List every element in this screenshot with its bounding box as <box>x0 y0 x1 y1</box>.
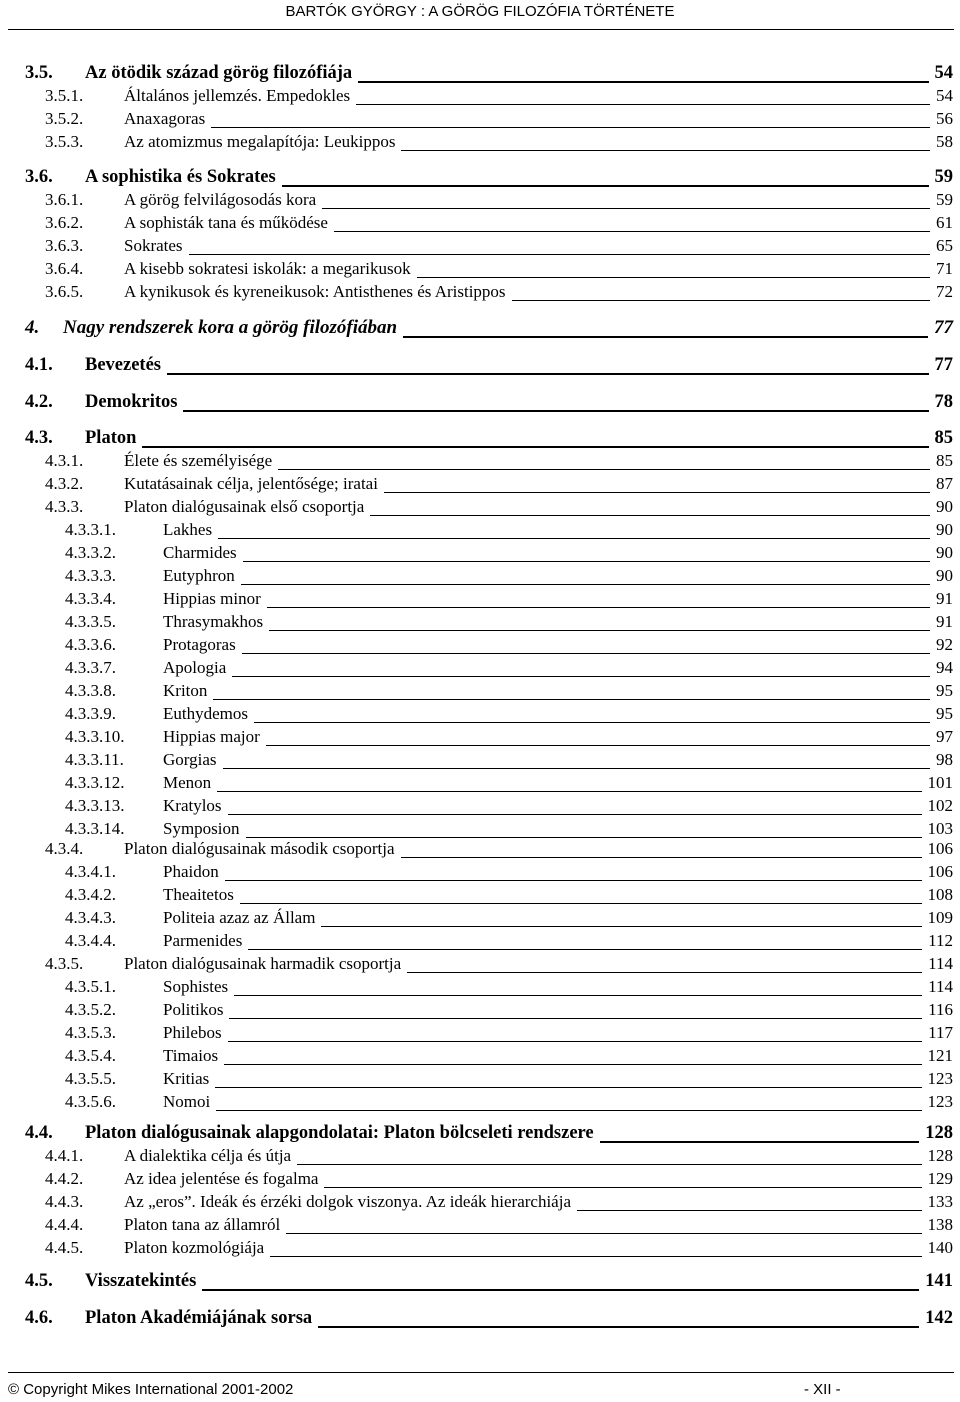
toc-entry[interactable] <box>0 427 960 449</box>
toc-entry-title: Sokrates <box>124 236 183 255</box>
toc-entry-title: Politikos <box>163 1000 224 1019</box>
toc-entry-leader <box>216 1110 922 1111</box>
toc-entry[interactable] <box>0 1068 960 1090</box>
toc-entry[interactable] <box>0 166 960 188</box>
toc-entry-number: 4.3.3.2. <box>65 543 116 562</box>
running-header <box>0 0 960 30</box>
toc-entry-number: 3.6. <box>25 167 53 187</box>
toc-entry-page: 98 <box>936 750 953 769</box>
toc-entry-leader <box>297 1164 922 1165</box>
toc-entry[interactable] <box>0 772 960 794</box>
toc-entry[interactable] <box>0 85 960 107</box>
toc-entry-leader <box>183 410 929 412</box>
toc-entry-page: 95 <box>936 704 953 723</box>
toc-entry-title: Timaios <box>163 1046 219 1065</box>
toc-entry-page: 78 <box>934 392 953 412</box>
toc-entry-page: 95 <box>936 681 953 700</box>
toc-entry-leader <box>189 254 930 255</box>
toc-entry-number: 4.3.5.5. <box>65 1069 116 1088</box>
toc-entry-number: 4.3.3.5. <box>65 612 116 631</box>
toc-entry-page: 123 <box>927 1092 953 1111</box>
toc-entry[interactable] <box>0 930 960 952</box>
toc-entry-page: 112 <box>928 931 953 950</box>
toc-entry-leader <box>215 1087 922 1088</box>
toc-entry-page: 102 <box>927 796 953 815</box>
toc-entry-page: 128 <box>927 1146 953 1165</box>
toc-entry-title: A sophistika és Sokrates <box>85 167 276 187</box>
toc-entry-number: 4.3.3.4. <box>65 589 116 608</box>
toc-entry-page: 90 <box>936 497 953 516</box>
toc-entry-page: 114 <box>928 954 953 973</box>
toc-entry[interactable] <box>0 726 960 748</box>
toc-entry-leader <box>512 300 930 301</box>
toc-entry[interactable] <box>0 657 960 679</box>
toc-entry-leader <box>417 277 930 278</box>
toc-entry-title: Menon <box>163 773 212 792</box>
toc-entry-leader <box>401 857 922 858</box>
toc-entry-title: Apologia <box>163 658 227 677</box>
toc-entry-number: 4.4.5. <box>45 1238 84 1257</box>
toc-entry-number: 3.6.4. <box>45 259 84 278</box>
toc-entry-leader <box>240 903 922 904</box>
toc-entry-leader <box>577 1210 922 1211</box>
toc-entry[interactable] <box>0 611 960 633</box>
toc-entry-title: Politeia azaz az Állam <box>163 908 316 927</box>
toc-entry-title: Kriton <box>163 681 208 700</box>
toc-entry-page: 129 <box>927 1169 953 1188</box>
toc-entry-leader <box>358 81 929 83</box>
toc-entry[interactable] <box>0 884 960 906</box>
toc-entry-title: Bevezetés <box>85 355 162 375</box>
toc-entry-leader <box>269 630 930 631</box>
toc-entry[interactable] <box>0 1091 960 1113</box>
toc-entry-title: Theaitetos <box>163 885 234 904</box>
toc-entry[interactable] <box>0 565 960 587</box>
toc-entry-leader <box>243 561 930 562</box>
toc-entry[interactable] <box>0 212 960 234</box>
toc-entry-title: Protagoras <box>163 635 236 654</box>
toc-entry-title: Az „eros”. Ideák és érzéki dolgok viszonya. Az ideák hierarchiája <box>124 1192 571 1211</box>
toc-entry-number: 4.3.3.14. <box>65 819 125 838</box>
toc-entry-leader <box>401 150 930 151</box>
toc-entry-title: Élete és személyisége <box>124 451 273 470</box>
toc-entry-title: Charmides <box>163 543 237 562</box>
toc-entry-page: 90 <box>936 520 953 539</box>
toc-entry-leader <box>322 208 930 209</box>
toc-entry[interactable] <box>0 838 960 860</box>
toc-entry-number: 4.3.3.7. <box>65 658 116 677</box>
toc-entry-number: 4.3.5. <box>45 954 84 973</box>
toc-entry-page: 56 <box>936 109 953 128</box>
toc-entry-title: Platon dialógusainak alapgondolatai: Platon bölcseleti rendszere <box>85 1123 594 1143</box>
toc-entry[interactable] <box>0 391 960 413</box>
toc-entry[interactable] <box>0 1022 960 1044</box>
toc-entry-number: 4.3.3.8. <box>65 681 116 700</box>
toc-entry-number: 4.3.5.4. <box>65 1046 116 1065</box>
toc-entry[interactable] <box>0 703 960 725</box>
toc-entry-number: 4.3.5.6. <box>65 1092 116 1111</box>
toc-entry-number: 4.3.3.10. <box>65 727 125 746</box>
toc-entry-number: 3.6.2. <box>45 213 84 232</box>
toc-entry-page: 71 <box>936 259 953 278</box>
toc-entry[interactable] <box>0 496 960 518</box>
toc-entry-leader <box>232 676 930 677</box>
header-divider <box>8 29 954 30</box>
toc-entry-page: 133 <box>927 1192 953 1211</box>
toc-entry-title: Gorgias <box>163 750 217 769</box>
toc-entry-title: Symposion <box>163 819 240 838</box>
toc-entry-leader <box>321 926 922 927</box>
toc-entry-number: 4.3.3. <box>45 497 84 516</box>
toc-entry[interactable] <box>0 108 960 130</box>
toc-entry-page: 106 <box>927 839 953 858</box>
toc-entry[interactable] <box>0 1237 960 1259</box>
toc-entry-title: Platon Akadémiájának sorsa <box>85 1308 313 1328</box>
toc-entry-page: 90 <box>936 543 953 562</box>
toc-entry[interactable] <box>0 680 960 702</box>
toc-entry-number: 4.3.4.2. <box>65 885 116 904</box>
toc-entry-page: 77 <box>934 355 953 375</box>
toc-entry-title: Visszatekintés <box>85 1271 197 1291</box>
toc-entry-title: Lakhes <box>163 520 213 539</box>
toc-entry-leader <box>242 653 930 654</box>
toc-entry[interactable] <box>0 818 960 840</box>
toc-entry-leader <box>270 1256 922 1257</box>
toc-entry-page: 116 <box>928 1000 953 1019</box>
toc-entry-page: 121 <box>927 1046 953 1065</box>
toc-entry[interactable] <box>0 450 960 472</box>
toc-entry-number: 4.3.1. <box>45 451 84 470</box>
toc-entry-leader <box>225 880 922 881</box>
toc-entry-leader <box>223 768 930 769</box>
toc-entry-page: 141 <box>925 1271 953 1291</box>
toc-entry-leader <box>254 722 930 723</box>
toc-entry-leader <box>202 1289 919 1291</box>
toc-entry-page: 91 <box>936 612 953 631</box>
toc-entry-title: A görög felvilágosodás kora <box>124 190 317 209</box>
toc-entry-title: Parmenides <box>163 931 243 950</box>
toc-entry-number: 4. <box>25 317 40 338</box>
toc-entry-number: 4.3.5.3. <box>65 1023 116 1042</box>
toc-entry[interactable] <box>0 542 960 564</box>
toc-entry[interactable] <box>0 519 960 541</box>
toc-entry-number: 4.3.3.13. <box>65 796 125 815</box>
toc-entry-title: Euthydemos <box>163 704 248 723</box>
toc-entry[interactable] <box>0 861 960 883</box>
toc-entry-number: 4.4.1. <box>45 1146 84 1165</box>
toc-entry[interactable] <box>0 1214 960 1236</box>
toc-entry[interactable] <box>0 795 960 817</box>
toc-entry-leader <box>407 972 922 973</box>
toc-entry-leader <box>224 1064 922 1065</box>
toc-entry-leader <box>334 231 930 232</box>
toc-entry[interactable] <box>0 473 960 495</box>
toc-entry[interactable] <box>0 354 960 376</box>
toc-entry[interactable] <box>0 62 960 84</box>
toc-entry-number: 4.4.4. <box>45 1215 84 1234</box>
toc-entry[interactable] <box>0 1307 960 1329</box>
toc-entry-title: Nagy rendszerek kora a görög filozófiában <box>63 317 398 338</box>
toc-entry-page: 72 <box>936 282 953 301</box>
toc-entry-number: 4.3.4.1. <box>65 862 116 881</box>
toc-entry-title: Nomoi <box>163 1092 211 1111</box>
toc-entry[interactable] <box>0 1122 960 1144</box>
toc-entry[interactable] <box>0 317 960 339</box>
toc-entry[interactable] <box>0 749 960 771</box>
toc-entry-number: 4.3.4. <box>45 839 84 858</box>
toc-entry-leader <box>248 949 922 950</box>
toc-entry[interactable] <box>0 907 960 929</box>
running-header-title: BARTÓK GYÖRGY : A GÖRÖG FILOZÓFIA TÖRTÉNETE <box>285 3 675 20</box>
toc-entry-page: 106 <box>927 862 953 881</box>
toc-entry-number: 4.3. <box>25 428 53 448</box>
toc-entry[interactable] <box>0 1168 960 1190</box>
toc-entry-number: 4.3.5.1. <box>65 977 116 996</box>
toc-entry-leader <box>370 515 930 516</box>
toc-entry-leader <box>267 607 930 608</box>
toc-entry-page: 90 <box>936 566 953 585</box>
toc-entry-number: 4.6. <box>25 1308 53 1328</box>
toc-entry-number: 4.4.3. <box>45 1192 84 1211</box>
toc-entry-leader <box>266 745 930 746</box>
toc-entry-page: 77 <box>934 317 953 338</box>
toc-entry-leader <box>228 814 922 815</box>
toc-entry-number: 3.5.2. <box>45 109 84 128</box>
toc-entry[interactable] <box>0 999 960 1021</box>
toc-entry-leader <box>217 791 922 792</box>
toc-entry-title: Platon dialógusainak harmadik csoportja <box>124 954 402 973</box>
toc-entry-title: Hippias minor <box>163 589 261 608</box>
toc-entry-title: Kritias <box>163 1069 210 1088</box>
toc-entry-page: 94 <box>936 658 953 677</box>
toc-entry-page: 92 <box>936 635 953 654</box>
toc-entry-title: A sophisták tana és működése <box>124 213 328 232</box>
toc-entry-number: 4.3.3.3. <box>65 566 116 585</box>
toc-entry-title: Kratylos <box>163 796 222 815</box>
toc-entry-page: 54 <box>934 63 953 83</box>
toc-entry-page: 114 <box>928 977 953 996</box>
toc-entry-title: Általános jellemzés. Empedokles <box>124 86 351 105</box>
footer-copyright: © Copyright Mikes International 2001-2002 <box>8 1381 294 1398</box>
toc-entry[interactable] <box>0 258 960 280</box>
toc-entry-page: 85 <box>934 428 953 448</box>
toc-entry-leader <box>218 538 930 539</box>
toc-entry-leader <box>318 1326 919 1328</box>
toc-entry-title: Philebos <box>163 1023 222 1042</box>
toc-entry-leader <box>278 469 930 470</box>
toc-entry-title: Demokritos <box>85 392 178 412</box>
toc-entry-title: Az idea jelentése és fogalma <box>124 1169 319 1188</box>
toc-entry-title: Platon <box>85 428 137 448</box>
toc-entry-title: Eutyphron <box>163 566 235 585</box>
toc-entry[interactable] <box>0 281 960 303</box>
toc-entry-title: Platon dialógusainak második csoportja <box>124 839 395 858</box>
toc-entry-title: Az ötödik század görög filozófiája <box>85 63 353 83</box>
toc-entry[interactable] <box>0 235 960 257</box>
toc-entry-leader <box>234 995 922 996</box>
toc-entry-page: 123 <box>927 1069 953 1088</box>
toc-entry-leader <box>324 1187 922 1188</box>
toc-entry-page: 109 <box>927 908 953 927</box>
toc-entry-page: 59 <box>936 190 953 209</box>
toc-entry-number: 4.4. <box>25 1123 53 1143</box>
toc-entry-number: 4.3.5.2. <box>65 1000 116 1019</box>
toc-entry-leader <box>403 336 928 338</box>
toc-entry-number: 4.1. <box>25 355 53 375</box>
toc-entry-number: 4.4.2. <box>45 1169 84 1188</box>
toc-entry-page: 117 <box>928 1023 953 1042</box>
toc-entry-page: 103 <box>927 819 953 838</box>
toc-entry[interactable] <box>0 1045 960 1067</box>
toc-entry[interactable] <box>0 976 960 998</box>
toc-entry-leader <box>228 1041 922 1042</box>
toc-entry-page: 85 <box>936 451 953 470</box>
toc-entry-page: 59 <box>934 167 953 187</box>
toc-entry-title: Platon kozmológiája <box>124 1238 265 1257</box>
toc-entry-leader <box>241 584 930 585</box>
toc-entry-page: 140 <box>927 1238 953 1257</box>
toc-entry[interactable] <box>0 634 960 656</box>
toc-entry-page: 65 <box>936 236 953 255</box>
toc-entry-leader <box>142 446 929 448</box>
toc-entry-leader <box>211 127 930 128</box>
toc-entry-leader <box>167 373 929 375</box>
toc-entry-title: A kisebb sokratesi iskolák: a megarikusok <box>124 259 411 278</box>
toc-entry-number: 3.5. <box>25 63 53 83</box>
toc-entry-title: Thrasymakhos <box>163 612 264 631</box>
toc-entry-leader <box>213 699 930 700</box>
toc-entry-page: 97 <box>936 727 953 746</box>
toc-entry-page: 142 <box>925 1308 953 1328</box>
toc-entry-number: 3.5.3. <box>45 132 84 151</box>
toc-entry-title: A dialektika célja és útja <box>124 1146 292 1165</box>
footer-page-number: - XII - <box>804 1381 841 1398</box>
toc-entry[interactable] <box>0 1145 960 1167</box>
toc-entry-number: 3.6.5. <box>45 282 84 301</box>
toc-entry-page: 91 <box>936 589 953 608</box>
toc-entry-title: Hippias major <box>163 727 260 746</box>
toc-entry-title: Kutatásainak célja, jelentősége; iratai <box>124 474 378 493</box>
toc-entry[interactable] <box>0 131 960 153</box>
toc-entry-number: 4.3.4.3. <box>65 908 116 927</box>
toc-entry-leader <box>356 104 930 105</box>
toc-entry-title: Az atomizmus megalapítója: Leukippos <box>124 132 396 151</box>
toc-entry-number: 4.2. <box>25 392 53 412</box>
toc-entry-page: 87 <box>936 474 953 493</box>
toc-entry-number: 4.3.3.6. <box>65 635 116 654</box>
toc-entry-number: 3.5.1. <box>45 86 84 105</box>
toc-entry-leader <box>229 1018 922 1019</box>
toc-entry-page: 128 <box>925 1123 953 1143</box>
toc-entry-page: 101 <box>927 773 953 792</box>
toc-entry-number: 4.3.3.12. <box>65 773 125 792</box>
toc-entry-number: 4.5. <box>25 1271 53 1291</box>
toc-entry[interactable] <box>0 189 960 211</box>
toc-entry[interactable] <box>0 953 960 975</box>
toc-entry-title: A kynikusok és kyreneikusok: Antisthenes és Aristippos <box>124 282 506 301</box>
toc-entry-page: 54 <box>936 86 953 105</box>
toc-entry-leader <box>600 1141 919 1143</box>
toc-entry-leader <box>384 492 930 493</box>
toc-entry-page: 61 <box>936 213 953 232</box>
toc-entry-number: 3.6.3. <box>45 236 84 255</box>
toc-entry-title: Platon dialógusainak első csoportja <box>124 497 365 516</box>
toc-entry-leader <box>286 1233 922 1234</box>
toc-entry-number: 3.6.1. <box>45 190 84 209</box>
toc-entry-leader <box>282 185 929 187</box>
toc-entry-number: 4.3.3.11. <box>65 750 124 769</box>
toc-entry-page: 58 <box>936 132 953 151</box>
toc-entry-number: 4.3.3.1. <box>65 520 116 539</box>
toc-entry-title: Phaidon <box>163 862 219 881</box>
toc-entry-number: 4.3.4.4. <box>65 931 116 950</box>
toc-entry-number: 4.3.3.9. <box>65 704 116 723</box>
toc-entry[interactable] <box>0 588 960 610</box>
toc-entry-page: 138 <box>927 1215 953 1234</box>
toc-entry-title: Platon tana az államról <box>124 1215 281 1234</box>
toc-entry-title: Sophistes <box>163 977 229 996</box>
toc-entry-title: Anaxagoras <box>124 109 206 128</box>
toc-entry[interactable] <box>0 1191 960 1213</box>
toc-entry[interactable] <box>0 1270 960 1292</box>
toc-entry-number: 4.3.2. <box>45 474 84 493</box>
footer-divider <box>8 1372 954 1373</box>
toc-entry-page: 108 <box>927 885 953 904</box>
